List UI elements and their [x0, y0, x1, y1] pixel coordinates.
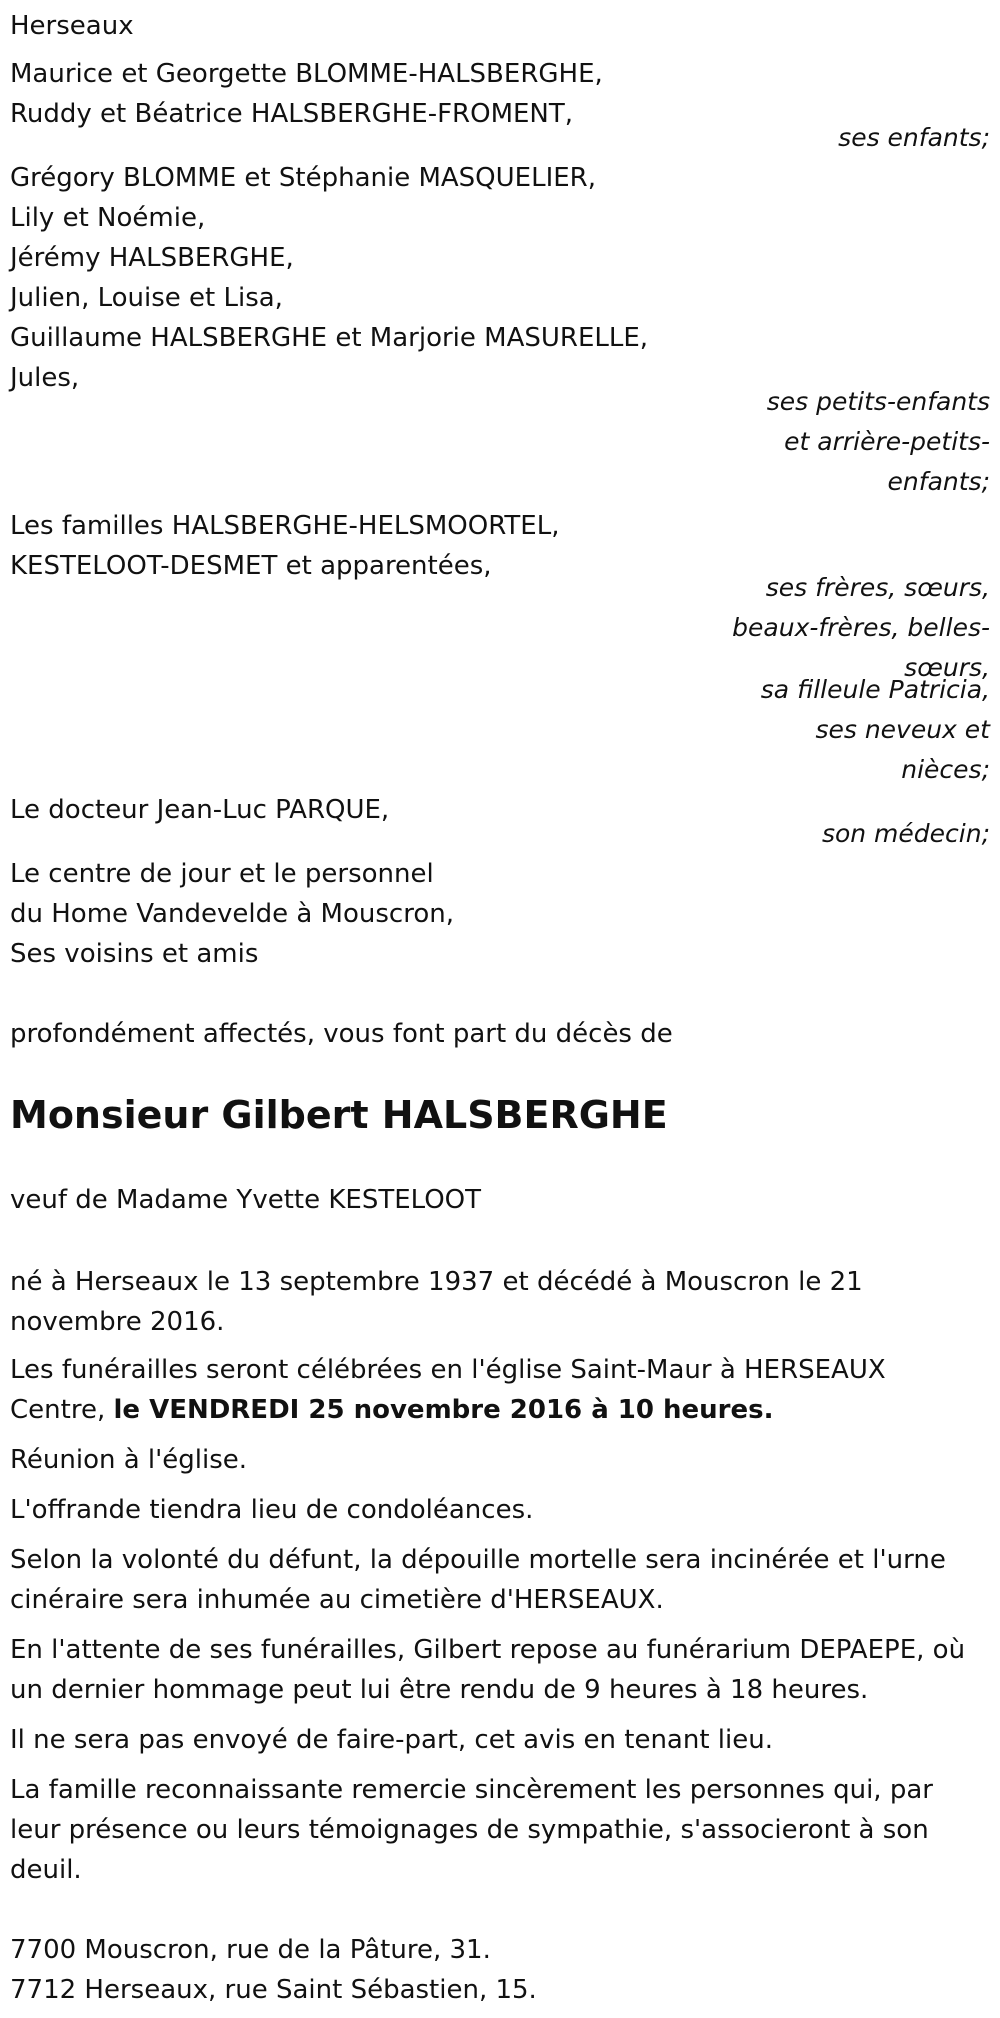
- cremation-text: cinéraire sera inhumée au cimetière d'HERSEAUX.: [10, 1585, 664, 1615]
- funeral-date: le VENDREDI 25 novembre 2016 à 10 heures.: [113, 1395, 774, 1425]
- birth-death-text: né à Herseaux le 13 septembre 1937 et décédé à Mouscron le 21: [10, 1267, 863, 1297]
- meeting-text: Réunion à l'église.: [10, 1445, 248, 1475]
- resting-text: un dernier hommage peut lui être rendu de 9 heures à 18 heures.: [10, 1675, 869, 1705]
- role-label: enfants;: [887, 467, 990, 496]
- family-line: Julien, Louise et Lisa,: [10, 283, 283, 313]
- family-line: Ses voisins et amis: [10, 939, 259, 969]
- role-label: sœurs,: [904, 653, 990, 682]
- role-label: et arrière-petits-: [784, 427, 990, 456]
- role-label: ses frères, sœurs,: [765, 573, 990, 602]
- offering-text: L'offrande tiendra lieu de condoléances.: [10, 1495, 534, 1525]
- funeral-text-prefix: Centre,: [10, 1395, 114, 1425]
- thanks-text: leur présence ou leurs témoignages de sympathie, s'associeront à son: [10, 1815, 929, 1845]
- address-line: 7700 Mouscron, rue de la Pâture, 31.: [10, 1935, 491, 1965]
- no-cards-text: Il ne sera pas envoyé de faire-part, cet avis en tenant lieu.: [10, 1725, 773, 1755]
- funeral-text: Les funérailles seront célébrées en l'église Saint-Maur à HERSEAUX: [10, 1355, 886, 1385]
- widower-text: veuf de Madame Yvette KESTELOOT: [10, 1185, 482, 1215]
- role-label: nièces;: [901, 755, 990, 784]
- family-line: Jérémy HALSBERGHE,: [10, 243, 294, 273]
- thanks-text: deuil.: [10, 1855, 82, 1885]
- place-heading: Herseaux: [10, 11, 134, 41]
- birth-death-text: novembre 2016.: [10, 1307, 225, 1337]
- role-label: sa filleule Patricia,: [760, 675, 990, 704]
- family-line: Maurice et Georgette BLOMME-HALSBERGHE,: [10, 59, 603, 89]
- family-line: Jules,: [10, 363, 80, 393]
- intro-text: profondément affectés, vous font part du décès de: [10, 1019, 673, 1049]
- family-line: Grégory BLOMME et Stéphanie MASQUELIER,: [10, 163, 597, 193]
- family-line: KESTELOOT-DESMET et apparentées,: [10, 551, 492, 581]
- role-label: beaux-frères, belles-: [732, 613, 990, 642]
- family-line: Les familles HALSBERGHE-HELSMOORTEL,: [10, 511, 560, 541]
- role-label: son médecin;: [821, 819, 990, 848]
- family-line: Le centre de jour et le personnel: [10, 859, 434, 889]
- role-label: ses petits-enfants: [766, 387, 990, 416]
- family-line: Ruddy et Béatrice HALSBERGHE-FROMENT,: [10, 99, 574, 129]
- family-line: Lily et Noémie,: [10, 203, 206, 233]
- funeral-text: [10, 1390, 774, 1430]
- family-line: Le docteur Jean-Luc PARQUE,: [10, 795, 390, 825]
- deceased-name: Monsieur Gilbert HALSBERGHE: [10, 1093, 668, 1137]
- role-label: ses neveux et: [815, 715, 990, 744]
- family-line: Guillaume HALSBERGHE et Marjorie MASURELLE,: [10, 323, 649, 353]
- family-line: du Home Vandevelde à Mouscron,: [10, 899, 454, 929]
- resting-text: En l'attente de ses funérailles, Gilbert repose au funérarium DEPAEPE, où: [10, 1635, 966, 1665]
- address-line: 7712 Herseaux, rue Saint Sébastien, 15.: [10, 1975, 537, 2005]
- cremation-text: Selon la volonté du défunt, la dépouille mortelle sera incinérée et l'urne: [10, 1545, 946, 1575]
- thanks-text: La famille reconnaissante remercie sincèrement les personnes qui, par: [10, 1775, 933, 1805]
- role-label: ses enfants;: [838, 123, 990, 152]
- obituary-notice: [10, 0, 990, 2018]
